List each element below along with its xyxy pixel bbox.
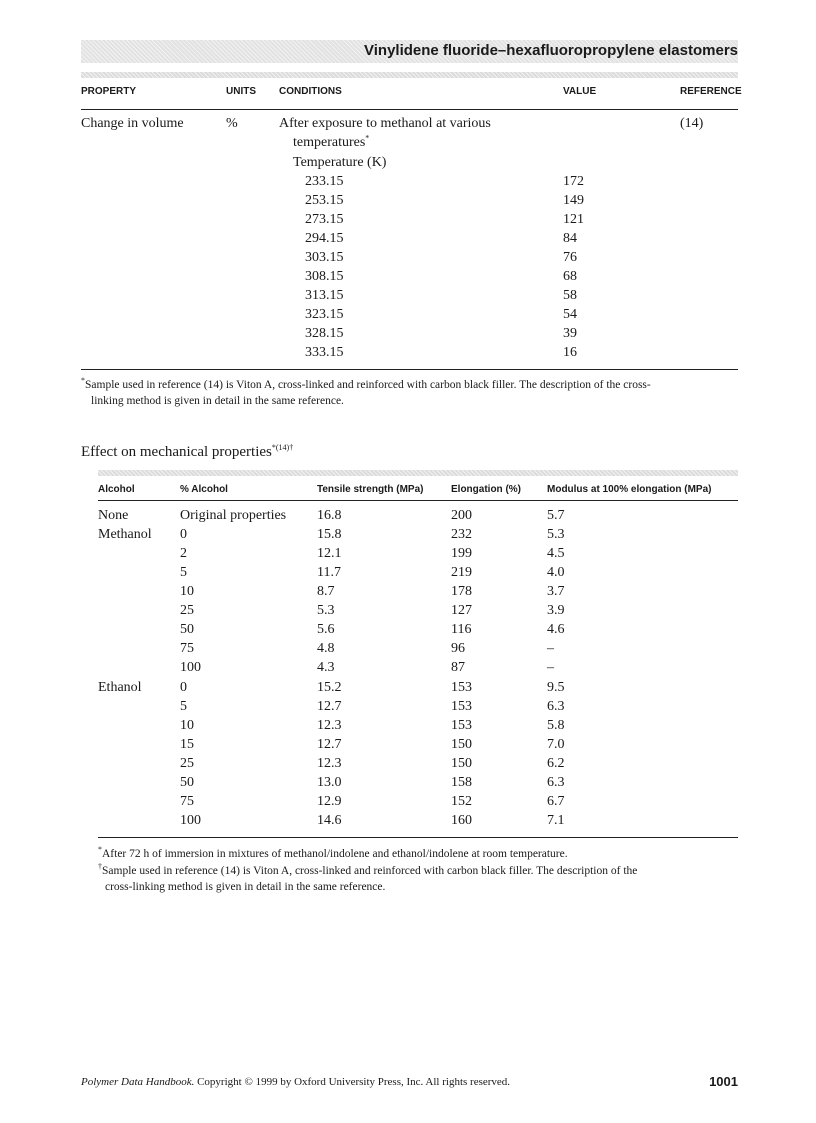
col-header-percent-alcohol: % Alcohol [180, 484, 228, 495]
table2-elongation: 178 [451, 584, 472, 599]
table2-elongation: 153 [451, 718, 472, 733]
table2-tensile: 14.6 [317, 813, 342, 828]
table2-percent: 10 [180, 584, 194, 599]
table2-tensile: 16.8 [317, 508, 342, 523]
table2-tensile: 8.7 [317, 584, 335, 599]
table2-elongation: 153 [451, 680, 472, 695]
table2-tensile: 12.3 [317, 718, 342, 733]
table2-elongation: 158 [451, 775, 472, 790]
table2-percent: 25 [180, 756, 194, 771]
table2-header-rule [98, 500, 738, 501]
table2-tensile: 12.7 [317, 737, 342, 752]
table2-percent: 100 [180, 813, 201, 828]
table2-elongation: 96 [451, 641, 465, 656]
footnote-mark: * [81, 376, 85, 386]
table1-temp: 333.15 [305, 345, 344, 360]
table2-alcohol: None [98, 508, 129, 523]
table1-header-band [81, 72, 738, 78]
table1-temperature-label: Temperature (K) [293, 155, 387, 170]
table2-modulus: 3.9 [547, 603, 565, 618]
table2-tensile: 13.0 [317, 775, 342, 790]
table2-percent: 5 [180, 565, 187, 580]
page-footer [81, 1076, 510, 1088]
table2-tensile: 12.7 [317, 699, 342, 714]
table1-units: % [226, 116, 238, 131]
table1-temp: 294.15 [305, 231, 344, 246]
table2-modulus: 9.5 [547, 680, 565, 695]
table2-elongation: 150 [451, 756, 472, 771]
table2-tensile: 5.3 [317, 603, 335, 618]
table2-percent: 5 [180, 699, 187, 714]
table2-modulus: 5.3 [547, 527, 565, 542]
table1-value: 76 [563, 250, 577, 265]
table1-conditions-line2: temperatures* [293, 133, 370, 150]
table1-temp: 313.15 [305, 288, 344, 303]
page-number: 1001 [709, 1074, 738, 1089]
table2-elongation: 150 [451, 737, 472, 752]
table1-conditions-line1: After exposure to methanol at various [279, 116, 491, 131]
table2-tensile: 12.1 [317, 546, 342, 561]
table2-elongation: 87 [451, 660, 465, 675]
table2-tensile: 4.8 [317, 641, 335, 656]
table2-elongation: 152 [451, 794, 472, 809]
copyright-notice: Copyright © 1999 by Oxford University Press, Inc. All rights reserved. [194, 1076, 511, 1088]
table1-value: 149 [563, 193, 584, 208]
col-header-tensile-strength: Tensile strength (MPa) [317, 484, 424, 495]
table1-header-rule [81, 109, 738, 110]
table1-value: 16 [563, 345, 577, 360]
table2-modulus: 7.0 [547, 737, 565, 752]
table2-tensile: 4.3 [317, 660, 335, 675]
table2-percent: 75 [180, 794, 194, 809]
table2-footnote-1: *After 72 h of immersion in mixtures of methanol/indolene and ethanol/indolene at room temperature. [98, 845, 568, 860]
table2-modulus: 4.5 [547, 546, 565, 561]
table1-temp: 303.15 [305, 250, 344, 265]
section-title: Effect on mechanical properties$^{*(14)\dagger}$ [81, 443, 294, 460]
table2-modulus: 4.0 [547, 565, 565, 580]
table2-elongation: 116 [451, 622, 472, 637]
table1-value: 39 [563, 326, 577, 341]
table2-elongation: 199 [451, 546, 472, 561]
table2-modulus: 6.3 [547, 699, 565, 714]
table2-elongation: 219 [451, 565, 472, 580]
col-header-reference: REFERENCE [680, 86, 742, 97]
table2-modulus: 6.3 [547, 775, 565, 790]
table2-elongation: 232 [451, 527, 472, 542]
table1-property: Change in volume [81, 116, 184, 131]
table2-tensile: 12.3 [317, 756, 342, 771]
table1-temp: 308.15 [305, 269, 344, 284]
table1-temp: 253.15 [305, 193, 344, 208]
book-title: Polymer Data Handbook. [81, 1076, 195, 1088]
table2-tensile: 15.2 [317, 680, 342, 695]
table2-header-band [98, 470, 738, 476]
table2-elongation: 153 [451, 699, 472, 714]
col-header-conditions: CONDITIONS [279, 86, 342, 97]
col-header-modulus: Modulus at 100% elongation (MPa) [547, 484, 712, 495]
table2-tensile: 11.7 [317, 565, 341, 580]
table2-bottom-rule [98, 837, 738, 838]
table1-value: 58 [563, 288, 577, 303]
table2-modulus: 6.2 [547, 756, 565, 771]
table1-value: 68 [563, 269, 577, 284]
running-header-title: Vinylidene fluoride–hexafluoropropylene elastomers [364, 42, 738, 59]
col-header-alcohol: Alcohol [98, 484, 135, 495]
table1-footnote: *Sample used in reference (14) is Viton A, cross-linked and reinforced with carbon black filler. The description of the cross- linking method is given in detail in the same reference. [81, 376, 651, 407]
table1-temp: 328.15 [305, 326, 344, 341]
table2-percent: 10 [180, 718, 194, 733]
table2-percent: 15 [180, 737, 194, 752]
col-header-units: UNITS [226, 86, 256, 97]
table1-temp: 323.15 [305, 307, 344, 322]
table2-modulus: 7.1 [547, 813, 565, 828]
table1-temp: 273.15 [305, 212, 344, 227]
table1-reference: (14) [680, 116, 704, 131]
table2-modulus: – [547, 641, 554, 656]
table2-footnote-2: †Sample used in reference (14) is Viton A, cross-linked and reinforced with carbon black filler. The description of the cross-linking method is given in detail in the same reference. [98, 862, 638, 893]
footnote-mark: † [98, 862, 102, 872]
table2-elongation: 127 [451, 603, 472, 618]
table2-percent: 50 [180, 775, 194, 790]
table2-percent: 0 [180, 527, 187, 542]
table1-value: 84 [563, 231, 577, 246]
table2-percent: 2 [180, 546, 187, 561]
table2-alcohol: Methanol [98, 527, 152, 542]
table1-value: 54 [563, 307, 577, 322]
table2-modulus: 5.8 [547, 718, 565, 733]
table2-modulus: 5.7 [547, 508, 565, 523]
table2-percent: 75 [180, 641, 194, 656]
col-header-property: PROPERTY [81, 86, 137, 97]
table1-bottom-rule [81, 369, 738, 370]
table1-value: 121 [563, 212, 584, 227]
table2-modulus: 6.7 [547, 794, 565, 809]
table2-elongation: 200 [451, 508, 472, 523]
table2-percent: 50 [180, 622, 194, 637]
table2-elongation: 160 [451, 813, 472, 828]
table1-temp: 233.15 [305, 174, 344, 189]
table2-tensile: 5.6 [317, 622, 335, 637]
table1-value: 172 [563, 174, 584, 189]
table2-percent: 0 [180, 680, 187, 695]
table2-percent: 100 [180, 660, 201, 675]
table2-modulus: – [547, 660, 554, 675]
col-header-value: VALUE [563, 86, 597, 97]
table2-tensile: 15.8 [317, 527, 342, 542]
table2-percent: 25 [180, 603, 194, 618]
header-band [81, 40, 738, 63]
table2-modulus: 3.7 [547, 584, 565, 599]
section-title-marks: *(14)† [271, 443, 294, 452]
footnote-mark: * [98, 845, 102, 855]
table2-modulus: 4.6 [547, 622, 565, 637]
table2-tensile: 12.9 [317, 794, 342, 809]
table2-alcohol: Ethanol [98, 680, 142, 695]
footnote-mark: * [365, 133, 370, 143]
col-header-elongation: Elongation (%) [451, 484, 521, 495]
table2-percent: Original properties [180, 508, 287, 523]
